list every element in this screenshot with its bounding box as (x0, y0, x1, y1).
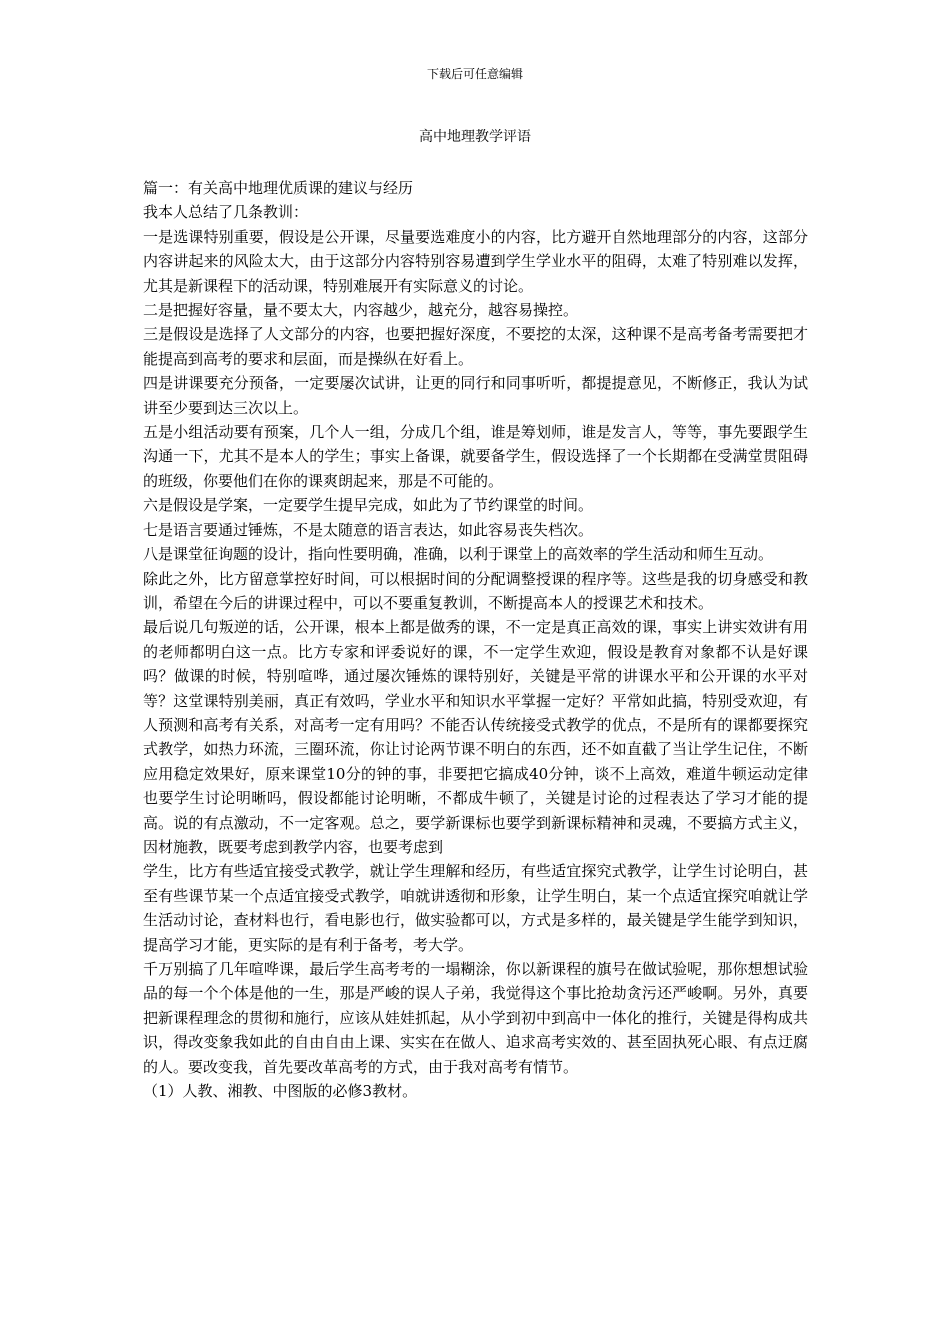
final-remarks-paragraph: 最后说几句叛逆的话，公开课，根本上都是做秀的课，不一定是真正高效的课，事实上讲实效讲有用的老师都明白这一点。比方专家和评委说好的课，不一定学生欢迎，假设是教育对象都不认是好课吗？做课的时候，特别喧哗，通过屡次锤炼的课特别好，关键是平常的讲课水平和公开课的水平对等？这堂课特别美丽，真正有效吗，学业水平和知识水平掌握一定好？平常如此搞，特别受欢迎，有人预测和高考有关系，对高考一定有用吗？不能否认传统接受式教学的优点，不是所有的课都要探究式教学，如热力环流，三圈环流，你让讨论两节课不明白的东西，还不如直截了当让学生记住，不断应用稳定效果好，原来课堂10分的钟的事，非要把它搞成40分钟，谈不上高效，难道牛顿运动定律也要学生讨论明晰吗，假设都能讨论明晰，不都成牛顿了，关键是讨论的过程表达了学习才能的提高。说的有点激动，不一定客观。总之，要学新课标也要学到新课标精神和灵魂，不要搞方式主义，因材施教，既要考虑到教学内容，也要考虑到 (143, 618, 808, 856)
closing-paragraph: 千万别搞了几年喧哗课，最后学生高考考的一塌糊涂，你以新课程的旗号在做试验呢，那你想想试验品的每一个个体是他的一生，那是严峻的误人子弟，我觉得这个事比抢劫贪污还严峻啊。另外，真要把新课程理念的贯彻和施行，应该从娃娃抓起，从小学到初中到高中一体化的推行，关键是得构成共识，得改变象我如此的自由自由上课、实实在在做人、追求高考实效的、甚至固执死心眼、有点迂腐的人。要改变我，首先要改革高考的方式，由于我对高考有情节。 (143, 960, 808, 1076)
list-item-textbooks: （1）人教、湘教、中图版的必修3教材。 (143, 1082, 418, 1101)
lesson-2-paragraph: 二是把握好容量，量不要太大，内容越少，越充分，越容易操控。 (143, 301, 579, 320)
additional-paragraph: 除此之外，比方留意掌控好时间，可以根据时间的分配调整授课的程序等。这些是我的切身感受和教训，希望在今后的讲课过程中，可以不要重复教训，不断提高本人的授课艺术和技术。 (143, 569, 808, 612)
lesson-1-paragraph: 一是选课特别重要，假设是公开课，尽量要选难度小的内容，比方避开自然地理部分的内容，这部分内容讲起来的风险太大，由于这部分内容特别容易遭到学生学业水平的阻碍，太难了特别难以发挥，尤其是新课程下的活动课，特别难展开有实际意义的讨论。 (143, 227, 808, 295)
lesson-7-paragraph: 七是语言要通过锤炼，不是太随意的语言表达，如此容易丧失档次。 (143, 520, 594, 539)
lesson-3-paragraph: 三是假设是选择了人文部分的内容，也要把握好深度，不要挖的太深，这种课不是高考备考需要把才能提高到高考的要求和层面，而是操纵在好看上。 (143, 325, 808, 368)
header-note: 下载后可任意编辑 (426, 67, 523, 81)
lesson-8-paragraph: 八是课堂征询题的设计，指向性要明确，准确，以利于课堂上的高效率的学生活动和师生互动。 (143, 545, 774, 564)
section-heading: 篇一：有关高中地理优质课的建议与经历 (143, 179, 414, 197)
intro-paragraph: 我本人总结了几条教训： (143, 203, 309, 222)
document-title: 高中地理教学评语 (419, 129, 531, 145)
lesson-6-paragraph: 六是假设是学案，一定要学生提早完成，如此为了节约课堂的时间。 (143, 496, 594, 515)
lesson-4-paragraph: 四是讲课要充分预备，一定要屡次试讲，让更的同行和同事听听，都提提意见，不断修正，我认为试讲至少要到达三次以上。 (143, 374, 808, 417)
continuation-paragraph: 学生，比方有些适宜接受式教学，就让学生理解和经历，有些适宜探究式教学，让学生讨论明白，甚至有些课节某一个点适宜接受式教学，咱就讲透彻和形象，让学生明白，某一个点适宜探究咱就让学生活动讨论，查材料也行，看电影也行，做实验都可以，方式是多样的，最关键是学生能学到知识，提高学习才能，更实际的是有利于备考，考大学。 (143, 862, 808, 954)
lesson-5-paragraph: 五是小组活动要有预案，几个人一组，分成几个组，谁是筹划师，谁是发言人，等等，事先要跟学生沟通一下，尤其不是本人的学生；事实上备课，就要备学生，假设选择了一个长期都在受满堂贯阻碍的班级，你要他们在你的课爽朗起来，那是不可能的。 (143, 423, 808, 490)
document-body (143, 176, 808, 1103)
